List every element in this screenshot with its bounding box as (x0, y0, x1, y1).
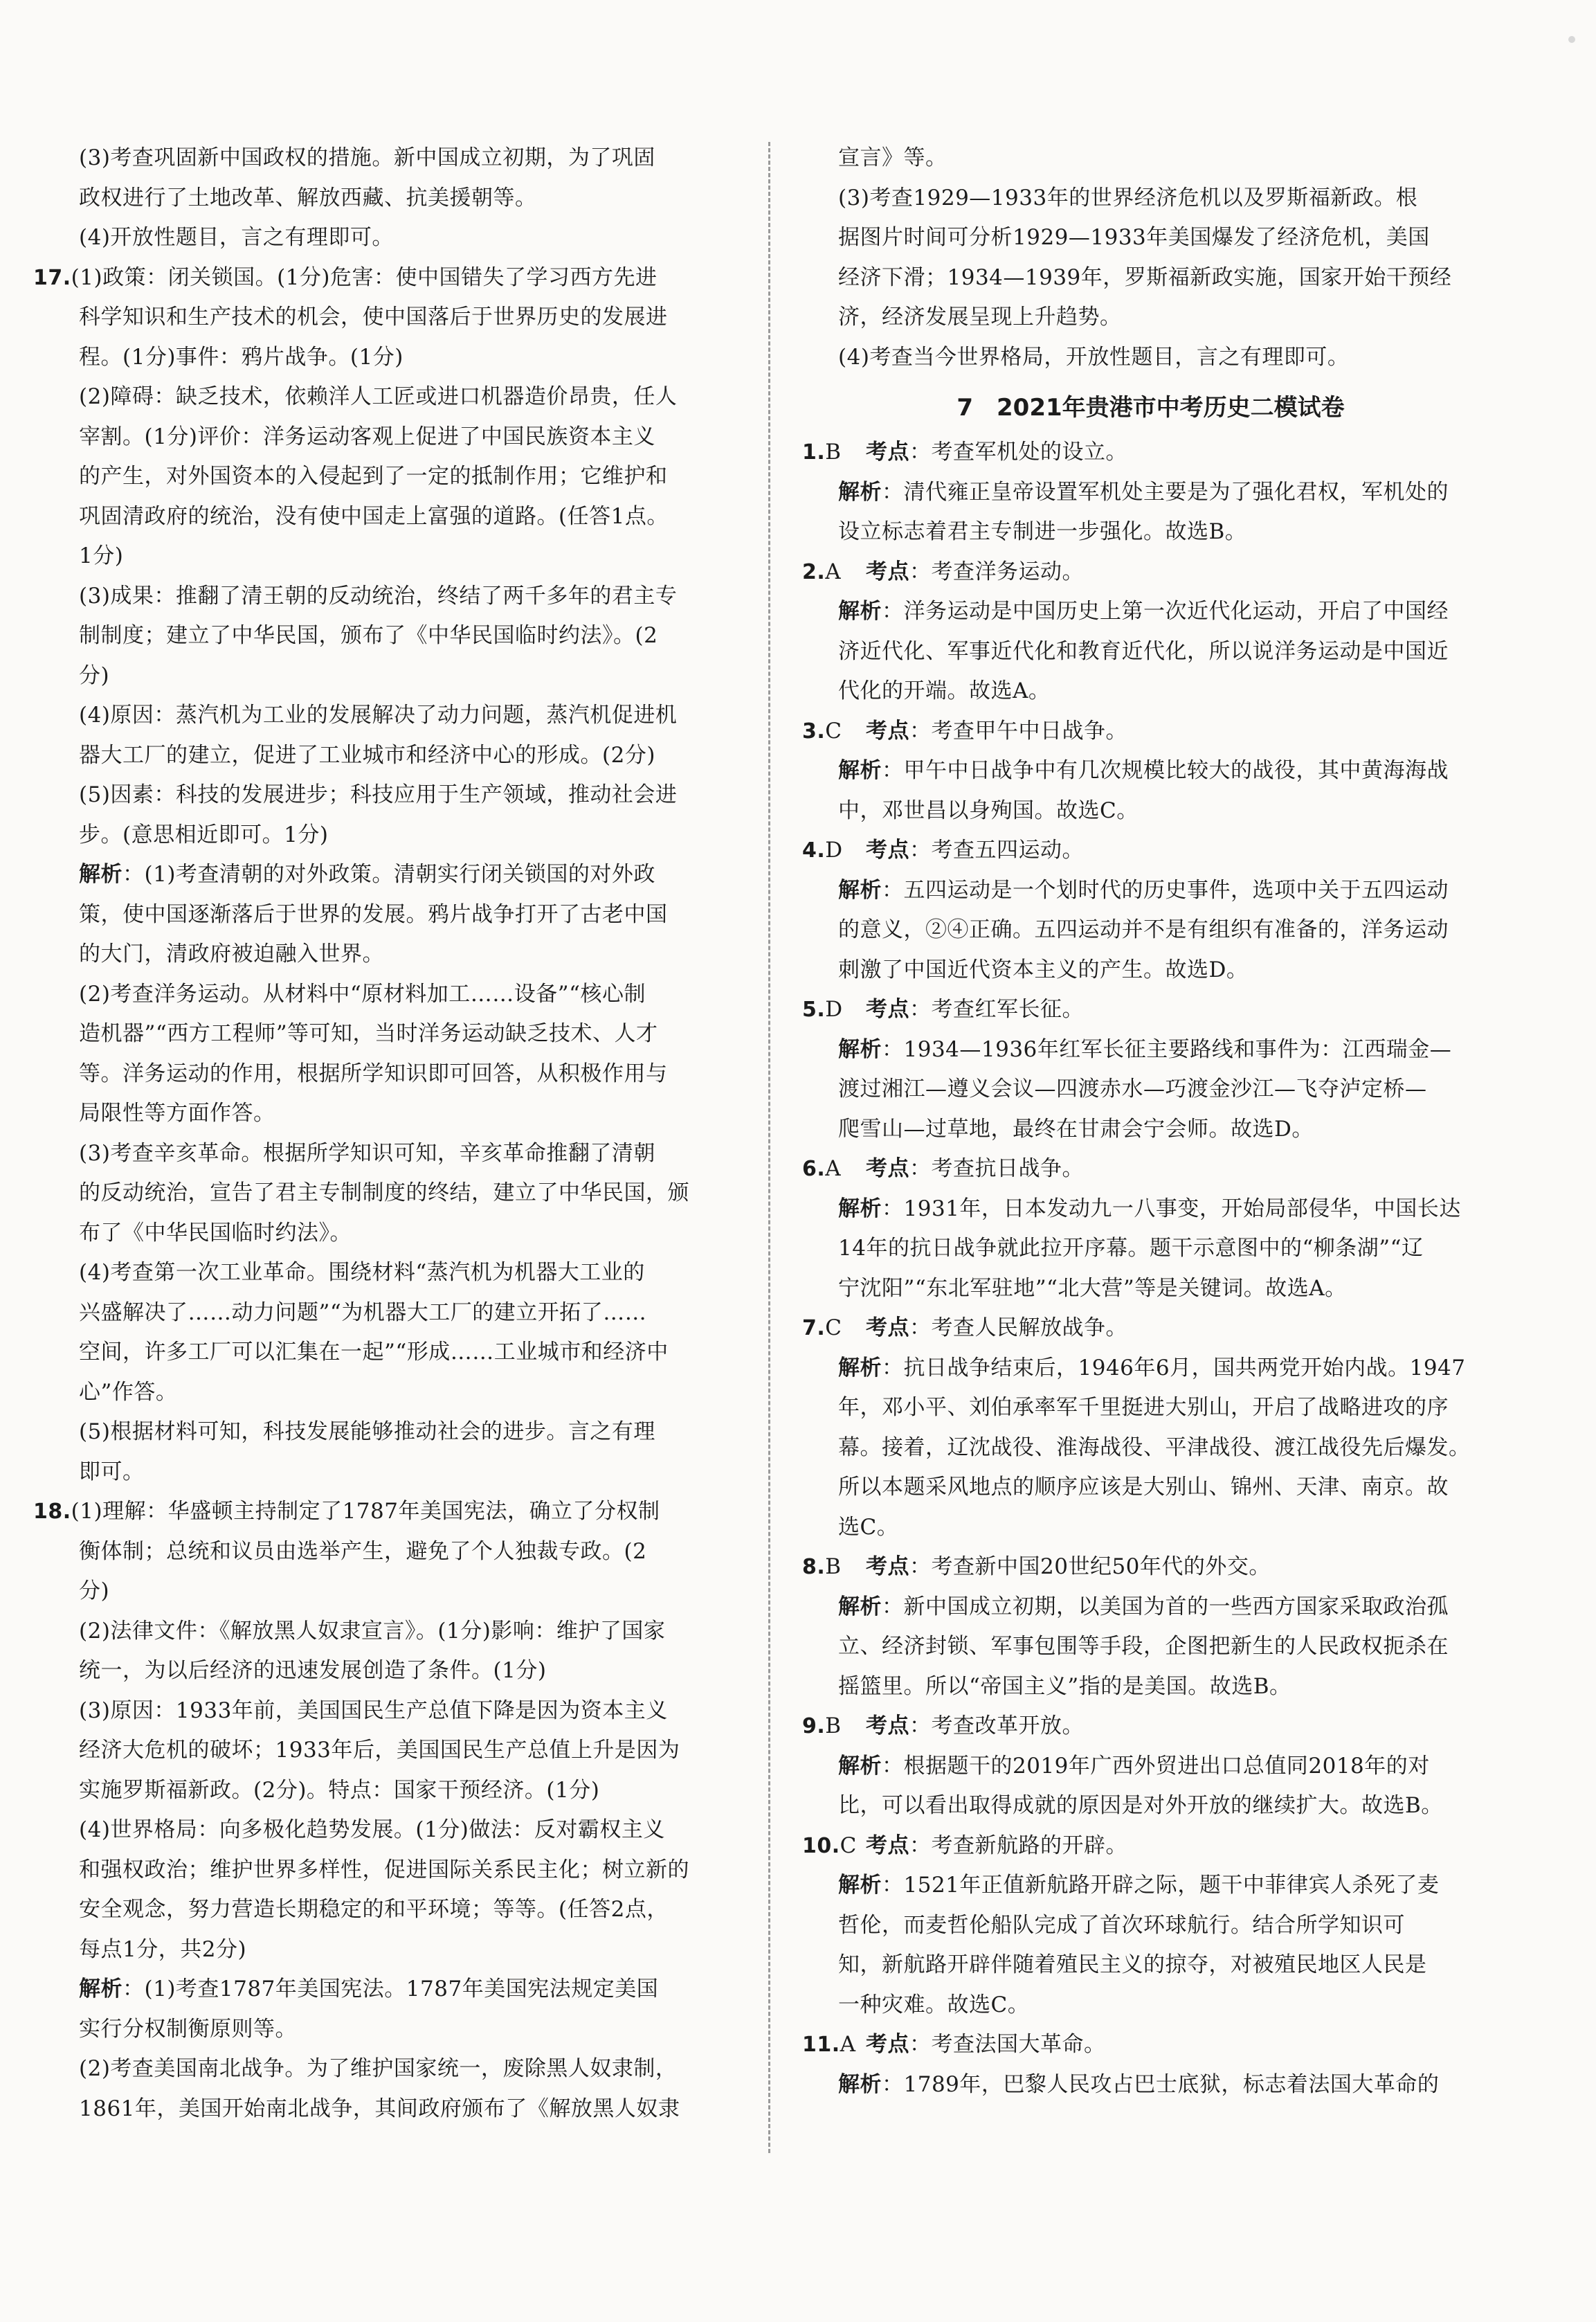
line-text: ：考查红军长征。 (909, 997, 1084, 1022)
line-text: (3)考查巩固新中国政权的措施。新中国成立初期，为了巩固 (79, 145, 655, 170)
right-line (792, 990, 1509, 1030)
left-line (33, 1014, 750, 1054)
question-number: 18. (33, 1500, 71, 1524)
line-text: 局限性等方面作答。 (79, 1101, 275, 1126)
line-text: 每点1分，共2分) (79, 1936, 247, 1962)
analysis-label: 解析 (79, 862, 123, 887)
line-text: 制制度；建立了中华民国，颁布了《中华民国临时约法》。(2 (79, 623, 658, 648)
line-text: 空间，许多工厂可以汇集在一起”“形成……工业城市和经济中 (79, 1340, 669, 1365)
right-line (792, 1627, 1509, 1667)
answer-key (802, 831, 866, 871)
right-line (792, 1388, 1509, 1428)
right-line (792, 1707, 1509, 1747)
answer-key (802, 990, 866, 1030)
line-text: ：1934—1936年红军长征主要路线和事件为：江西瑞金— (882, 1036, 1452, 1062)
right-line (792, 751, 1509, 791)
right-line (792, 1508, 1509, 1548)
right-line (792, 1547, 1509, 1587)
answer-key (802, 2025, 866, 2065)
right-line (792, 1826, 1509, 1866)
question-number: 2. (802, 559, 826, 584)
line-text: 实行分权制衡原则等。 (79, 2016, 297, 2042)
line-text: ：洋务运动是中国历史上第一次近代化运动，开启了中国经 (882, 599, 1449, 624)
line-text: 幕。接着，辽沈战役、淮海战役、平津战役、渡江战役先后爆发。 (838, 1434, 1471, 1460)
line-text: (4)世界格局：向多极化趋势发展。(1分)做法：反对霸权主义 (79, 1817, 665, 1842)
analysis-label: 解析 (838, 877, 882, 903)
line-text: 经济大危机的破坏；1933年后，美国国民生产总值上升是因为 (79, 1738, 680, 1763)
left-line (33, 1572, 750, 1612)
line-text: (2)障碍：缺乏技术，依赖洋人工匠或进口机器造价昂贵，任人 (79, 384, 678, 409)
line-text: 比，可以看出取得成就的原因是对外开放的继续扩大。故选B。 (838, 1793, 1443, 1818)
analysis-label: 解析 (838, 1355, 882, 1380)
line-text: (4)原因：蒸汽机为工业的发展解决了动力问题，蒸汽机促进机 (79, 703, 678, 728)
left-line (33, 2010, 750, 2050)
left-line (33, 616, 750, 656)
line-text: 造机器”“西方工程师”等可知，当时洋务运动缺乏技术、人才 (79, 1021, 658, 1046)
line-text: (3)考查1929—1933年的世界经济危机以及罗斯福新政。根 (838, 185, 1418, 210)
line-text: ：考查抗日战争。 (909, 1156, 1084, 1181)
line-text: ：考查新中国20世纪50年代的外交。 (909, 1554, 1271, 1579)
answer-key (802, 1547, 866, 1587)
line-text: ：五四运动是一个划时代的历史事件，选项中关于五四运动 (882, 877, 1449, 903)
line-text: 步。(意思相近即可。1分) (79, 822, 329, 847)
section-title: 7 2021年贵港市中考历史二模试卷 (956, 394, 1345, 422)
answer-key (802, 433, 866, 473)
analysis-label: 解析 (838, 1036, 882, 1062)
left-line (33, 1333, 750, 1373)
left-line (33, 1094, 750, 1134)
answer-choice: B (825, 1554, 842, 1579)
scan-mark (1568, 36, 1575, 43)
left-line (33, 1970, 750, 2010)
left-line (33, 775, 750, 816)
answer-key (802, 1826, 866, 1866)
line-text: 1分) (79, 543, 124, 568)
line-text: 的大门，清政府被迫融入世界。 (79, 942, 384, 966)
key-point-label: 考点 (866, 559, 909, 584)
line-text: 程。(1分)事件：鸦片战争。(1分) (79, 344, 403, 370)
right-top-line (792, 179, 1509, 219)
right-line (792, 1229, 1509, 1269)
answer-choice: A (825, 1156, 842, 1181)
left-line (33, 417, 750, 458)
left-line (33, 935, 750, 975)
line-text: (1)政策：闭关锁国。(1分)危害：使中国错失了学习西方先进 (71, 264, 658, 290)
line-text: 安全观念，努力营造长期稳定的和平环境；等等。(任答2点， (79, 1897, 669, 1922)
line-text: 哲伦，而麦哲伦船队完成了首次环球航行。结合所学知识可 (838, 1912, 1405, 1938)
right-line (792, 871, 1509, 911)
right-line (792, 1945, 1509, 1986)
right-line (792, 672, 1509, 712)
right-line (792, 791, 1509, 831)
line-text: ：考查法国大革命。 (909, 2032, 1106, 2057)
answer-choice: C (840, 1833, 857, 1858)
line-text: 宁沈阳”“东北军驻地”“北大营”等是关键词。故选A。 (838, 1275, 1347, 1301)
left-line (33, 1293, 750, 1333)
line-text: ：考查人民解放战争。 (909, 1315, 1127, 1340)
left-line (33, 179, 750, 219)
right-top-line (792, 338, 1509, 378)
right-line (792, 1189, 1509, 1230)
line-text: 刺激了中国近代资本主义的产生。故选D。 (838, 957, 1249, 982)
line-text: ：考查洋务运动。 (909, 559, 1084, 584)
left-line (33, 1173, 750, 1214)
right-line (792, 473, 1509, 513)
left-column (33, 138, 750, 2129)
left-line (33, 1373, 750, 1413)
left-line (33, 1930, 750, 1970)
analysis-label: 解析 (838, 2071, 882, 2097)
right-line (792, 592, 1509, 632)
left-line (33, 2089, 750, 2130)
answer-choice: B (825, 1713, 842, 1738)
line-text: (4)考查当今世界格局，开放性题目，言之有理即可。 (838, 344, 1350, 370)
right-line (792, 1786, 1509, 1826)
answer-choice: B (825, 440, 842, 465)
answer-key (802, 1707, 866, 1747)
question-number: 4. (802, 838, 826, 863)
line-text: 政权进行了土地改革、解放西藏、抗美援朝等。 (79, 185, 537, 210)
line-text: (3)考查辛亥革命。根据所学知识可知，辛亥革命推翻了清朝 (79, 1140, 655, 1166)
key-point-label: 考点 (866, 2032, 909, 2057)
line-text: 器大工厂的建立，促进了工业城市和经济中心的形成。(2分) (79, 742, 655, 768)
right-continuation (792, 138, 1509, 377)
question-number: 8. (802, 1555, 826, 1579)
analysis-label: 解析 (838, 599, 882, 624)
line-text: ：1931年，日本发动九一八事变，开始局部侵华，中国长达 (882, 1196, 1461, 1221)
left-line (33, 298, 750, 338)
line-text: (5)根据材料可知，科技发展能够推动社会的进步。言之有理 (79, 1419, 655, 1444)
line-text: (2)考查洋务运动。从材料中“原材料加工……设备”“核心制 (79, 981, 646, 1007)
line-text: ：(1)考查1787年美国宪法。1787年美国宪法规定美国 (123, 1977, 659, 2001)
left-line (33, 537, 750, 577)
analysis-label: 解析 (838, 1196, 882, 1221)
left-line (33, 656, 750, 696)
left-line (33, 1651, 750, 1691)
right-line (792, 552, 1509, 593)
right-line (792, 1747, 1509, 1787)
line-text: 即可。 (79, 1459, 145, 1484)
line-text: 经济下滑；1934—1939年，罗斯福新政实施，国家开始干预经 (838, 264, 1452, 290)
left-line (33, 497, 750, 537)
right-line (792, 1269, 1509, 1309)
left-line (33, 1810, 750, 1851)
line-text: ：考查新航路的开辟。 (909, 1833, 1127, 1858)
answer-key (802, 1308, 866, 1349)
right-line (792, 1986, 1509, 2026)
line-text: 分) (79, 1578, 110, 1603)
left-line (33, 1532, 750, 1572)
line-text: ：抗日战争结束后，1946年6月，国共两党开始内战。1947 (882, 1355, 1466, 1380)
answer-choice: D (825, 997, 843, 1022)
left-line (33, 1134, 750, 1174)
left-line (33, 1214, 750, 1254)
line-text: 心”作答。 (79, 1379, 178, 1405)
analysis-label: 解析 (838, 1873, 882, 1898)
line-text: (4)考查第一次工业革命。围绕材料“蒸汽机为机器大工业的 (79, 1260, 645, 1285)
line-text: 等。洋务运动的作用，根据所学知识即可回答，从积极作用与 (79, 1061, 668, 1086)
question-number: 6. (802, 1157, 826, 1181)
right-column (792, 138, 1509, 2105)
left-line (33, 1492, 750, 1532)
left-line (33, 975, 750, 1015)
right-line (792, 951, 1509, 991)
right-line (792, 632, 1509, 672)
line-text: 宣言》等。 (838, 145, 947, 170)
right-top-line (792, 298, 1509, 338)
question-number: 5. (802, 998, 826, 1022)
left-line (33, 696, 750, 736)
key-point-label: 考点 (866, 440, 909, 465)
right-line (792, 1070, 1509, 1110)
line-text: 渡过湘江—遵义会议—四渡赤水—巧渡金沙江—飞夺泸定桥— (838, 1077, 1427, 1101)
question-number: 1. (802, 440, 826, 465)
line-text: 实施罗斯福新政。(2分)。特点：国家干预经济。(1分) (79, 1777, 600, 1803)
line-text: 兴盛解决了……动力问题”“为机器大工厂的建立开拓了…… (79, 1299, 647, 1325)
key-point-label: 考点 (866, 997, 909, 1022)
right-line (792, 1587, 1509, 1628)
line-text: (2)法律文件：《解放黑人奴隶宣言》。(1分)影响：维护了国家 (79, 1618, 666, 1644)
line-text: 1861年，美国开始南北战争，其间政府颁布了《解放黑人奴隶 (79, 2096, 680, 2121)
line-text: 济近代化、军事近代化和教育近代化，所以说洋务运动是中国近 (838, 638, 1449, 664)
line-text: ：新中国成立初期，以美国为首的一些西方国家采取政治孤 (882, 1594, 1449, 1619)
line-text: ：考查甲午中日战争。 (909, 718, 1127, 744)
analysis-label: 解析 (838, 1753, 882, 1779)
line-text: 代化的开端。故选A。 (838, 678, 1051, 703)
right-line (792, 1866, 1509, 1906)
line-text: 一种灾难。故选C。 (838, 1992, 1030, 2017)
line-text: ：根据题干的2019年广西外贸进出口总值同2018年的对 (882, 1753, 1430, 1779)
right-line (792, 1030, 1509, 1070)
left-line (33, 1412, 750, 1452)
left-line (33, 138, 750, 179)
line-text: 策，使中国逐渐落后于世界的发展。鸦片战争打开了古老中国 (79, 901, 668, 927)
line-text: 科学知识和生产技术的机会，使中国落后于世界历史的发展进 (79, 305, 668, 330)
line-text: 的意义，②④正确。五四运动并不是有组织有准备的，洋务运动 (838, 917, 1449, 942)
line-text: ：考查军机处的设立。 (909, 440, 1127, 465)
question-number: 17. (33, 265, 71, 290)
right-line (792, 2025, 1509, 2065)
line-text: 统一，为以后经济的迅速发展创造了条件。(1分) (79, 1658, 547, 1683)
analysis-label: 解析 (838, 1594, 882, 1619)
question-number: 10. (802, 1833, 840, 1858)
line-text: 据图片时间可分析1929—1933年美国爆发了经济危机，美国 (838, 225, 1430, 250)
left-line (33, 736, 750, 776)
right-line (792, 831, 1509, 871)
line-text: ：甲午中日战争中有几次规模比较大的战役，其中黄海海战 (882, 758, 1449, 783)
line-text: 巩固清政府的统治，没有使中国走上富强的道路。(任答1点。 (79, 503, 669, 529)
left-line (33, 218, 750, 258)
question-number: 7. (802, 1316, 826, 1340)
answer-list (792, 433, 1509, 2105)
left-line (33, 457, 750, 497)
line-text: 知，新航路开辟伴随着殖民主义的掠夺，对被殖民地区人民是 (838, 1952, 1427, 1977)
line-text: 宰割。(1分)评价：洋务运动客观上促进了中国民族资本主义 (79, 424, 655, 449)
left-line (33, 2049, 750, 2089)
question-number: 9. (802, 1714, 826, 1738)
answer-choice: D (825, 838, 843, 863)
key-point-label: 考点 (866, 838, 909, 863)
answer-choice: C (825, 718, 842, 744)
line-text: (4)开放性题目，言之有理即可。 (79, 225, 394, 250)
column-divider (768, 142, 770, 2153)
left-line (33, 258, 750, 298)
line-text: (5)因素：科技的发展进步；科技应用于生产领域，推动社会进 (79, 782, 678, 807)
answer-key (802, 712, 866, 752)
analysis-label: 解析 (838, 758, 882, 783)
right-line (792, 1110, 1509, 1150)
right-line (792, 910, 1509, 951)
right-line (792, 433, 1509, 473)
line-text: 所以本题采风地点的顺序应该是大别山、锦州、天津、南京。故 (838, 1475, 1449, 1500)
analysis-label: 解析 (838, 479, 882, 505)
line-text: (1)理解：华盛顿主持制定了1787年美国宪法，确立了分权制 (71, 1499, 660, 1524)
left-line (33, 1851, 750, 1891)
line-text: 选C。 (838, 1514, 899, 1540)
left-line (33, 816, 750, 856)
right-line (792, 1468, 1509, 1508)
right-top-line (792, 218, 1509, 258)
line-text: 的产生，对外国资本的入侵起到了一定的抵制作用；它维护和 (79, 464, 668, 489)
question-number: 11. (802, 2033, 840, 2057)
question-number: 3. (802, 719, 826, 744)
answer-key (802, 1149, 866, 1189)
left-line (33, 1731, 750, 1771)
line-text: 14年的抗日战争就此拉开序幕。题干示意图中的“柳条湖”“辽 (838, 1236, 1424, 1261)
line-text: 设立标志着君主专制进一步强化。故选B。 (838, 519, 1247, 544)
line-text: 年，邓小平、刘伯承率军千里挺进大别山，开启了战略进攻的序 (838, 1395, 1449, 1420)
answer-choice: A (840, 2032, 856, 2057)
line-text: ：1521年正值新航路开辟之际，题干中菲律宾人杀死了麦 (882, 1873, 1440, 1898)
left-line (33, 1771, 750, 1811)
left-line (33, 1890, 750, 1930)
left-line (33, 1612, 750, 1652)
line-text: 立、经济封锁、军事包围等手段，企图把新生的人民政权扼杀在 (838, 1634, 1449, 1659)
line-text: 摇篮里。所以“帝国主义”指的是美国。故选B。 (838, 1673, 1291, 1699)
line-text: 中，邓世昌以身殉国。故选C。 (838, 798, 1139, 823)
right-line (792, 2065, 1509, 2105)
answer-choice: A (825, 559, 842, 584)
key-point-label: 考点 (866, 1315, 909, 1340)
key-point-label: 考点 (866, 1156, 909, 1181)
key-point-label: 考点 (866, 718, 909, 744)
right-line (792, 512, 1509, 552)
right-line (792, 1906, 1509, 1946)
line-text: 爬雪山—过草地，最终在甘肃会宁会师。故选D。 (838, 1116, 1314, 1142)
right-line (792, 1349, 1509, 1389)
line-text: (2)考查美国南北战争。为了维护国家统一，废除黑人奴隶制， (79, 2056, 678, 2081)
line-text: ：清代雍正皇帝设置军机处主要是为了强化君权，军机处的 (882, 479, 1449, 505)
left-line (33, 338, 750, 378)
key-point-label: 考点 (866, 1833, 909, 1858)
key-point-label: 考点 (866, 1554, 909, 1579)
analysis-label: 解析 (79, 1977, 123, 2001)
right-top-line (792, 138, 1509, 179)
line-text: 布了《中华民国临时约法》。 (79, 1220, 352, 1245)
line-text: 济，经济发展呈现上升趋势。 (838, 305, 1122, 330)
left-line (33, 1054, 750, 1095)
line-text: ：考查改革开放。 (909, 1713, 1084, 1738)
line-text: 的反动统治，宣告了君主专制制度的终结，建立了中华民国，颁 (79, 1180, 689, 1205)
line-text: 分) (79, 663, 110, 688)
left-line (33, 895, 750, 935)
left-line (33, 855, 750, 895)
line-text: 和强权政治；维护世界多样性，促进国际关系民主化；树立新的 (79, 1857, 689, 1882)
line-text: ：考查五四运动。 (909, 838, 1084, 863)
left-line (33, 1691, 750, 1731)
line-text: ：(1)考查清朝的对外政策。清朝实行闭关锁国的对外政 (123, 862, 655, 887)
line-text: (3)原因：1933年前，美国国民生产总值下降是因为资本主义 (79, 1698, 668, 1723)
line-text: (3)成果：推翻了清王朝的反动统治，终结了两千多年的君主专 (79, 583, 678, 609)
line-text: ：1789年，巴黎人民攻占巴士底狱，标志着法国大革命的 (882, 2071, 1440, 2097)
right-line (792, 1308, 1509, 1349)
answer-choice: C (825, 1315, 842, 1340)
left-line (33, 1452, 750, 1493)
left-line (33, 377, 750, 417)
line-text: 衡体制；总统和议员由选举产生，避免了个人独裁专政。(2 (79, 1538, 647, 1564)
left-line (33, 577, 750, 617)
right-line (792, 712, 1509, 752)
right-line (792, 1428, 1509, 1468)
answer-key (802, 552, 866, 593)
key-point-label: 考点 (866, 1713, 909, 1738)
right-top-line (792, 258, 1509, 298)
right-line (792, 1667, 1509, 1707)
right-line (792, 1149, 1509, 1189)
left-line (33, 1253, 750, 1293)
